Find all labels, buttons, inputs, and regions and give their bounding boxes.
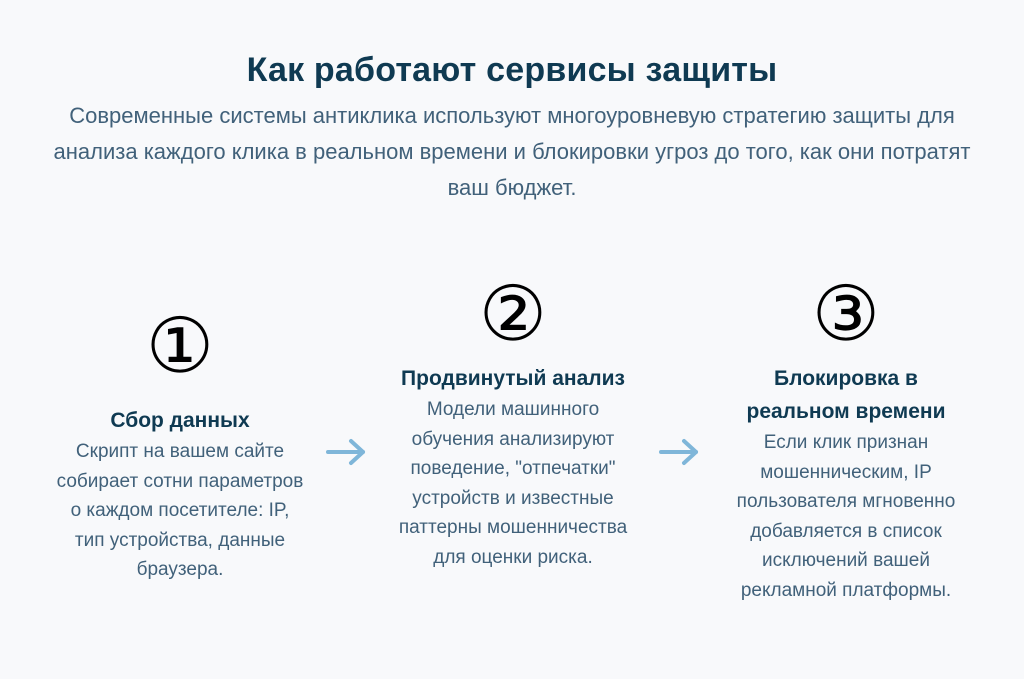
step-number-1: ① [145,301,215,390]
step-text-3: Если клик признан мошенническим, IP пользователя мгновенно добавляется в список исключений вашей рекламной платформы. [736,432,956,601]
arrow-right-icon [325,437,369,467]
step-data-collection [55,301,305,585]
step-title-2: Продвинутый анализ [401,367,625,390]
step-title-1: Сбор данных [110,409,250,432]
step-realtime-blocking [721,269,971,605]
page-title: Как работают сервисы защиты [246,50,778,89]
step-number-2: ② [478,269,548,358]
page-subtitle: Современные системы антиклика используют многоуровневую стратегию защиты для анализа каждого клика в реальном времени и блокировки угроз до того, как они потратят ваш бюджет. [53,103,971,200]
step-advanced-analysis [388,269,638,572]
steps-section [0,270,1024,650]
step-title-3: Блокировка в реальном времени [746,367,946,423]
step-number-3: ③ [811,269,881,358]
step-text-1: Скрипт на вашем сайте собирает сотни параметров о каждом посетителе: IP, тип устройства, данные браузера. [56,441,304,580]
arrow-right-icon [658,437,702,467]
step-text-2: Модели машинного обучения анализируют поведение, "отпечатки" устройств и известные паттерны мошенничества для оценки риска. [398,399,628,568]
